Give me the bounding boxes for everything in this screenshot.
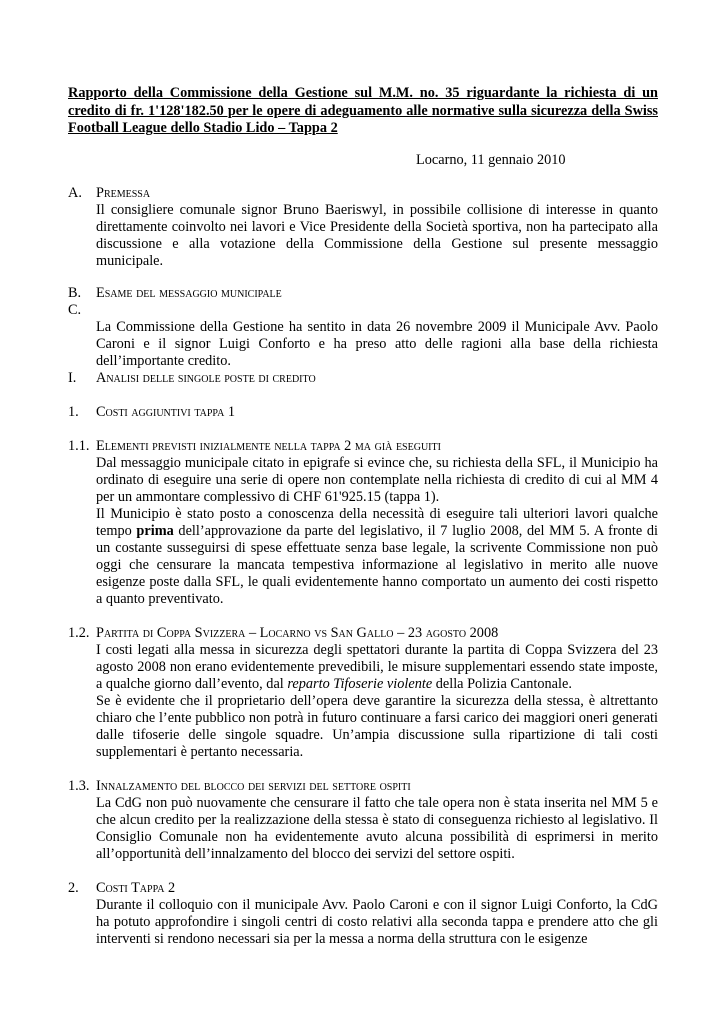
section-marker-2: 2. [68,880,79,896]
section-heading-partita-coppa: Partita di Coppa Svizzera – Locarno vs San Gallo – 23 agosto 2008 [96,625,499,641]
paragraph [96,642,658,693]
section-text-2 [96,897,658,948]
section-marker-1-2: 1.2. [68,625,90,641]
section-text-c [96,319,658,370]
section-heading-innalzamento: Innalzamento del blocco dei servizi del settore ospiti [96,778,411,794]
document-date: Locarno, 11 gennaio 2010 [416,152,566,168]
section-text-1-3 [96,795,658,863]
section-marker-1: 1. [68,404,79,420]
document-title: Rapporto della Commissione della Gestione sul M.M. no. 35 riguardante la richiesta di un credito di fr. 1'128'182.50 per le opere di adeguamento alle normative sulla sicurezza della Swiss Football League dello Stadio Lido – Tappa 2 [68,85,658,136]
paragraph: La Commissione della Gestione ha sentito in data 26 novembre 2009 il Municipale Avv. Paolo Caroni e il signor Luigi Conforto e ha preso atto delle ragioni alla base della richiesta dell’importante credito. [96,319,658,369]
section-text-premessa [96,202,658,270]
paragraph: La CdG non può nuovamente che censurare il fatto che tale opera non è stata inserita nel MM 5 e che alcun credito per la realizzazione della stessa è stato di conseguenza richiesto al legislativo. Il Consiglio Comunale non ha evidentemente avuto alcuna possibilità di esprimersi in merito all’opportunità dell’innalzamento del blocco dei servizi del settore ospiti. [96,795,658,862]
section-heading-elementi-previsti: Elementi previsti inizialmente nella tappa 2 ma già eseguiti [96,438,441,454]
section-heading-esame: Esame del messaggio municipale [96,285,282,301]
paragraph [96,506,658,608]
section-heading-premessa: Premessa [96,185,151,201]
bold-text: prima [136,523,174,539]
text-span: della Polizia Cantonale. [432,676,572,692]
section-heading-analisi: Analisi delle singole poste di credito [96,370,316,386]
paragraph: Il consigliere comunale signor Bruno Baeriswyl, in possibile collisione di interesse in quanto direttamente coinvolto nei lavori e Vice Presidente della Società sportiva, non ha partecipato alla discussione e alla votazione della Commissione della Gestione sul presente messaggio municipale. [96,202,658,269]
section-heading-costi-tappa-2: Costi Tappa 2 [96,880,176,896]
section-text-1-1 [96,455,658,608]
text-span: Il Municipio è stato posto a conoscenza della necessità di eseguire tali ulteriori lavori qualche tempo [96,506,658,539]
section-marker-a: A. [68,185,82,201]
section-marker-b: B. [68,285,82,301]
paragraph: Dal messaggio municipale citato in epigrafe si evince che, su richiesta della SFL, il Municipio ha ordinato di eseguire una serie di opere non contemplate nella richiesta di credito di cui al MM 4 per un ammontare complessivo di CHF 61'925.15 (tappa 1). [96,455,658,505]
section-marker-i: I. [68,370,77,386]
section-text-1-2 [96,642,658,761]
paragraph: Se è evidente che il proprietario dell’opera deve garantire la sicurezza della stessa, è altrettanto chiaro che l’ente pubblico non potrà in futuro continuare a farsi carico dei maggiori oneri generati dalle tifoserie delle singole squadre. Un’ampia discussione sulla ripartizione di tali costi supplementari è pertanto necessaria. [96,693,658,760]
section-marker-c: C. [68,302,82,318]
text-span: dell’approvazione da parte del legislativo, il 7 luglio 2008, del MM 5. A fronte di un costante susseguirsi di spese effettuate senza base legale, la scrivente Commissione non può oggi che censurare la mancata tempestiva informazione al legislativo in merito alle nuove esigenze poste dalla SFL, le quali evidentemente hanno comportato un aumento dei costi rispetto a quanto preventivato. [96,523,659,607]
text-span: I costi legati alla messa in sicurezza degli spettatori durante la partita di Coppa Svizzera del 23 agosto 2008 non erano evidentemente prevedibili, le misure supplementari essendo state imposte, a qualche giorno dall’evento, dal [96,642,658,692]
section-heading-costi-aggiuntivi: Costi aggiuntivi tappa 1 [96,404,236,420]
section-marker-1-3: 1.3. [68,778,90,794]
section-marker-1-1: 1.1. [68,438,90,454]
italic-text: reparto Tifoserie violente [287,676,433,692]
paragraph: Durante il colloquio con il municipale Avv. Paolo Caroni e con il signor Luigi Conforto, la CdG ha potuto approfondire i singoli centri di costo relativi alla seconda tappa e prendere atto che gli interventi si rendono necessari sia per la messa a norma della struttura con le esigenze [96,897,658,947]
